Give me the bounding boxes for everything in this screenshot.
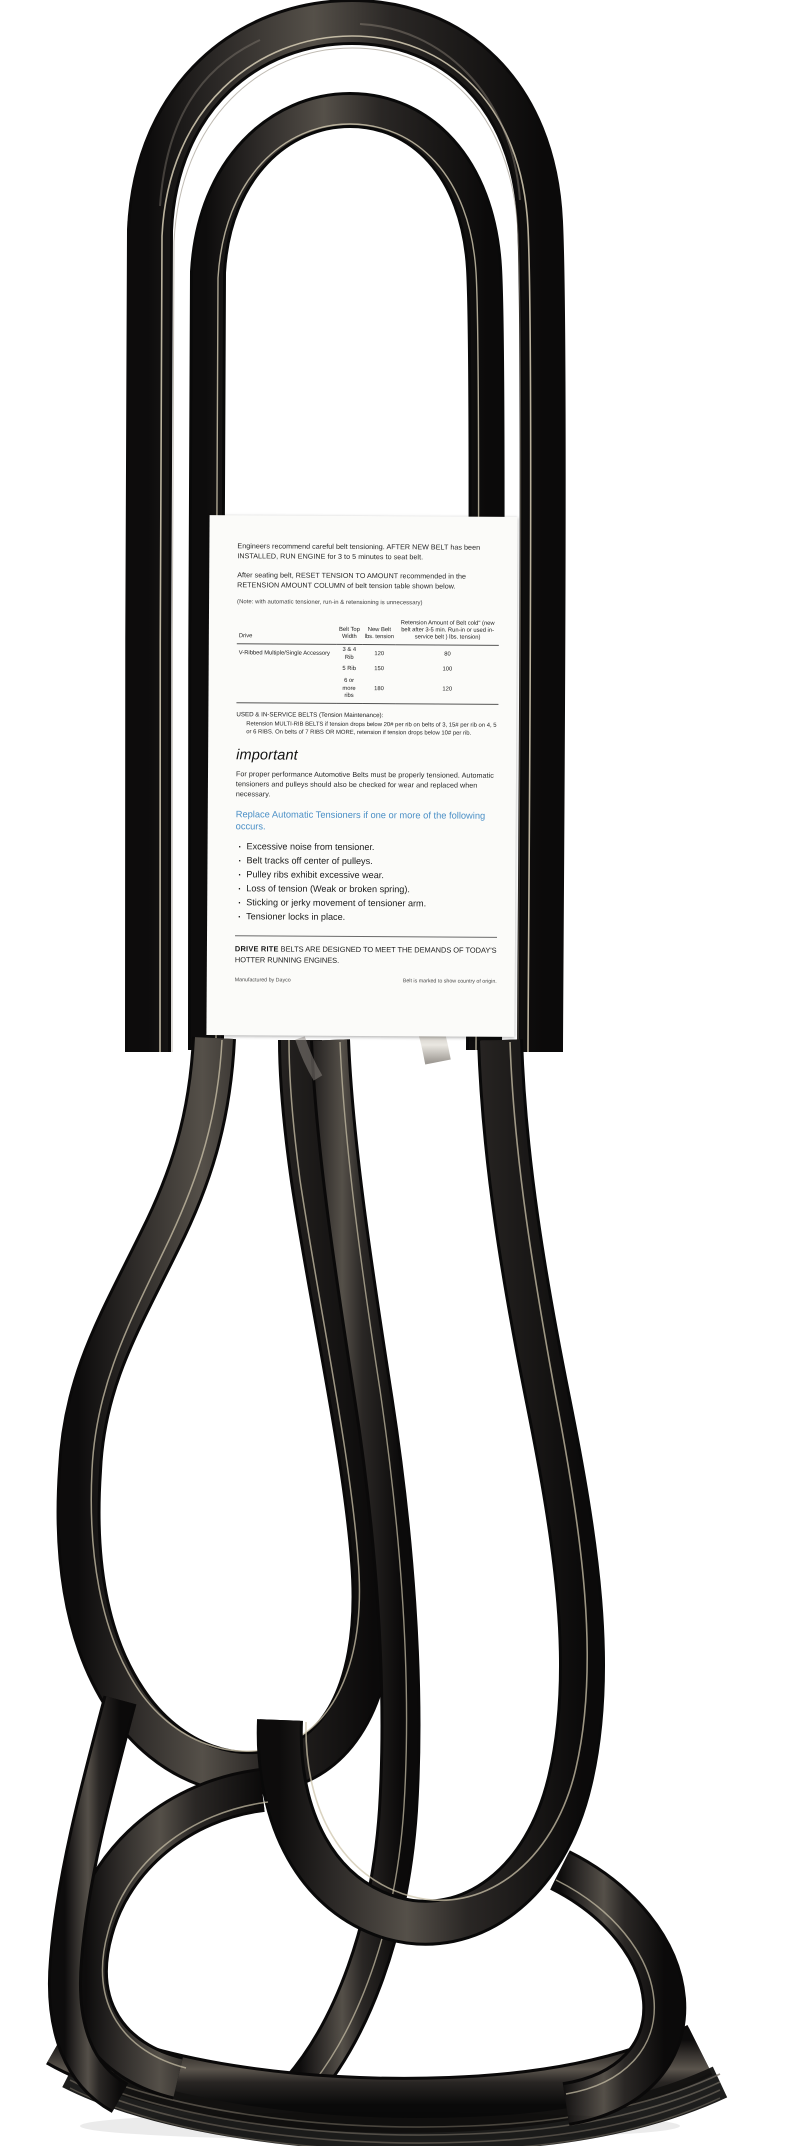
table-cell-drive: V-Ribbed Multiple/Single Accessory — [238, 650, 330, 657]
table-cell-retension: 80 — [444, 651, 451, 658]
table-row — [237, 644, 499, 665]
table-cell-drive — [236, 675, 336, 703]
list-item: · Loss of tension (Weak or broken spring). — [235, 881, 497, 897]
replace-tensioners-heading: Replace Automatic Tensioners if one or more of the following occurs. — [235, 808, 486, 832]
list-item: · Belt tracks off center of pulleys. — [235, 853, 497, 869]
used-belts-title: USED & IN-SERVICE BELTS (Tension Maintenance): — [236, 710, 384, 719]
table-cell-retension: 120 — [442, 686, 453, 693]
table-header-drive: Drive — [238, 633, 253, 640]
table-cell-new: 180 — [374, 685, 384, 692]
table-cell-drive — [237, 664, 337, 676]
important-heading: important — [236, 746, 298, 764]
brand-name: DRIVE RITE — [234, 944, 279, 954]
table-cell-new: 150 — [374, 666, 384, 673]
used-belts-body: Retension MULTI-RIB BELTS if tension drops below 20# per rib on belts of 3, 15# per rib on 4, 5 or 6 RIBS. On belts of 7 RIBS OR MORE, retension if tension drops below 10# per rib. — [246, 720, 497, 737]
list-item: · Pulley ribs exhibit excessive wear. — [235, 867, 497, 883]
label-intro-1: Engineers recommend careful belt tensioning. AFTER NEW BELT has been INSTALLED, RUN ENGINE for 3 to 5 minutes to seat belt. — [237, 542, 481, 562]
brand-statement-text: BELTS ARE DESIGNED TO MEET THE DEMANDS OF TODAY'S HOTTER RUNNING ENGINES. — [234, 944, 497, 966]
manufacturer-note: Manufactured by Dayco — [234, 977, 291, 984]
table-row — [236, 675, 498, 704]
belt-tension-table — [236, 617, 499, 704]
table-cell-width: 5 Rib — [342, 666, 356, 673]
list-item: · Excessive noise from tensioner. — [236, 839, 498, 855]
table-cell-width: 6 or more ribs — [342, 677, 356, 699]
label-intro-note: (Note: with automatic tensioner, run-in & retensioning is unnecessary) — [237, 599, 423, 607]
table-cell-width: 3 & 4 Rib — [342, 647, 357, 661]
list-item: · Tensioner locks in place. — [235, 909, 497, 925]
important-body: For proper performance Automotive Belts must be properly tensioned. Automatic tensioners and pulleys should also be checked for wear and replaced when necessary. — [235, 769, 494, 799]
divider — [235, 935, 497, 938]
table-header-top-width: Belt Top Width — [338, 626, 360, 641]
label-footer-row — [235, 978, 497, 986]
table-header-new-belt: New Belt lbs. tension — [364, 626, 395, 641]
label-intro-2: After seating belt, RESET TENSION TO AMOUNT recommended in the RETENSION AMOUNT COLUMN of belt tension table shown below. — [237, 570, 467, 591]
table-cell-new: 120 — [374, 651, 385, 658]
table-header-retension: Retension Amount of Belt cold" (new belt after 3-5 min. Run-in or used in-service belt ) lbs. tension) — [400, 619, 495, 641]
tensioner-symptom-list — [235, 839, 498, 925]
origin-note: Belt is marked to show country of origin. — [402, 978, 497, 986]
brand-statement — [235, 943, 497, 967]
table-cell-retension: 100 — [442, 666, 453, 674]
list-item: · Sticking or jerky movement of tensioner arm. — [235, 895, 497, 911]
product-instruction-label — [206, 515, 517, 1037]
